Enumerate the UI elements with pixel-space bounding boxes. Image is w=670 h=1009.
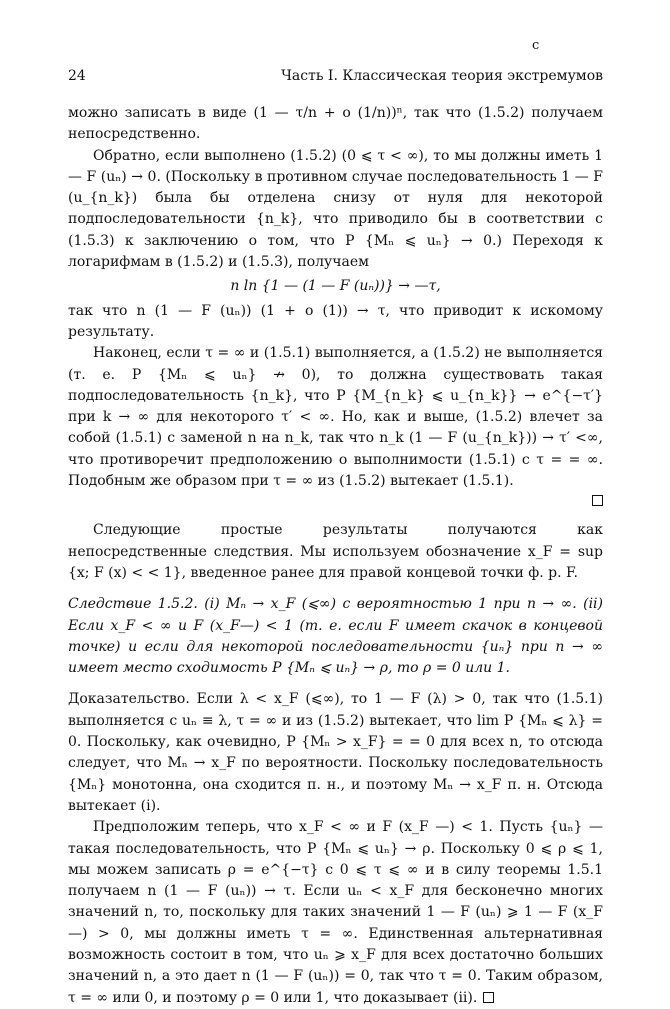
page-body [68,103,603,1009]
proof-part-ii [68,817,603,1009]
qed-square-icon [592,495,603,506]
page-header [68,66,603,86]
qed-line [68,492,603,510]
paragraph-converse: Обратно, если выполнено (1.5.2) (0 ⩽ τ < ∞), то мы должны иметь 1 — F (uₙ) → 0. (Поскольку в противном случае последовательность 1 — F (u_{n_k}) была бы отделена снизу от нуля для некоторой подпоследовательности {n_k}, что приводило бы в соответствии с (1.5.3) к заключению о том, что P {Mₙ ⩽ uₙ} → 0.) Переходя к логарифмам в (1.5.2) и (1.5.3), получаем [68,147,603,271]
proof-part-ii-text: Предположим теперь, что x_F < ∞ и F (x_F —) < 1. Пусть {uₙ} — такая последовательность, что P {Mₙ ⩽ uₙ} → ρ. Поскольку 0 ⩽ ρ ⩽ 1, мы можем записать ρ = e^{−τ} с 0 ⩽ τ ⩽ ∞ и в силу теоремы 1.5.1 получаем n (1 — F (uₙ)) → τ. Если uₙ < x_F для бесконечно многих значений n, то, поскольку для таких значений 1 — F (uₙ) ⩾ 1 — F (x_F—) > 0, мы должны иметь τ = ∞. Единственная альтернативная возможность состоит в том, что uₙ ⩾ x_F для всех достаточно больших значений n, а это дает n (1 — F (uₙ)) = 0, так что τ = 0. Таким образом, τ = ∞ или 0, и поэтому ρ = 0 или 1, что доказывает (ii). [68,819,603,1006]
page-number: 24 [68,68,86,84]
paragraph-continuation: можно записать в виде (1 — τ/n + o (1/n))ⁿ, так что (1.5.2) получаем непосредственно. [68,105,603,143]
paragraph-corollaries-intro: Следующие простые результаты получаются как непосредственные следствия. Мы используем обозначение x_F = sup {x; F (x) < < 1}, введенное ранее для правой концевой точки ф. р. F. [68,522,603,581]
qed-square-icon [483,992,494,1003]
corollary-1-5-2: Следствие 1.5.2. (i) Mₙ → x_F (⩽∞) с вероятностью 1 при n → ∞. (ii) Если x_F < ∞ и F (x_F—) < 1 (т. е. если F имеет скачок в концевой точке) и если для некоторой последовательности {uₙ} при n → ∞ имеет место сходимость P {Mₙ ⩽ uₙ} → ρ, то ρ = 0 или 1. [68,596,603,677]
paragraph-finally: Наконец, если τ = ∞ и (1.5.1) выполняется, а (1.5.2) не выполняется (т. е. P {Mₙ ⩽ uₙ} ↛ 0), то должна существовать такая подпоследовательность {n_k}, что P {M_{n_k} ⩽ u_{n_k}} → e^{−τ′} при k → ∞ для некоторого τ′ < ∞. Но, как и выше, (1.5.2) влечет за собой (1.5.1) с заменой n на n_k, так что n_k (1 — F (u_{n_k})) → τ′ <∞, что противоречит предположению о выполнимости (1.5.1) с τ = = ∞. Подобным же образом при τ = ∞ из (1.5.2) вытекает (1.5.1). [68,345,603,490]
proof-paragraph: Доказательство. Если λ < x_F (⩽∞), то 1 — F (λ) > 0, так что (1.5.1) выполняется с uₙ ≡ λ, τ = ∞ и из (1.5.2) вытекает, что lim P {Mₙ ⩽ λ} = 0. Поскольку, как очевидно, P {Mₙ > x_F} = = 0 для всех n, то отсюда следует, что Mₙ → x_F по вероятности. Поскольку последовательность {Mₙ} монотонна, она сходится п. н., и поэтому Mₙ → x_F п. н. Отсюда вытекает (i). [68,691,603,814]
corner-mark: c [532,38,540,53]
display-formula: n ln {1 — (1 — F (uₙ))} → —τ, [230,278,441,295]
paragraph-conclusion: так что n (1 — F (uₙ)) (1 + o (1)) → τ, что приводит к искомому результату. [68,302,603,340]
running-title: Часть I. Классическая теория экстремумов [281,68,603,84]
